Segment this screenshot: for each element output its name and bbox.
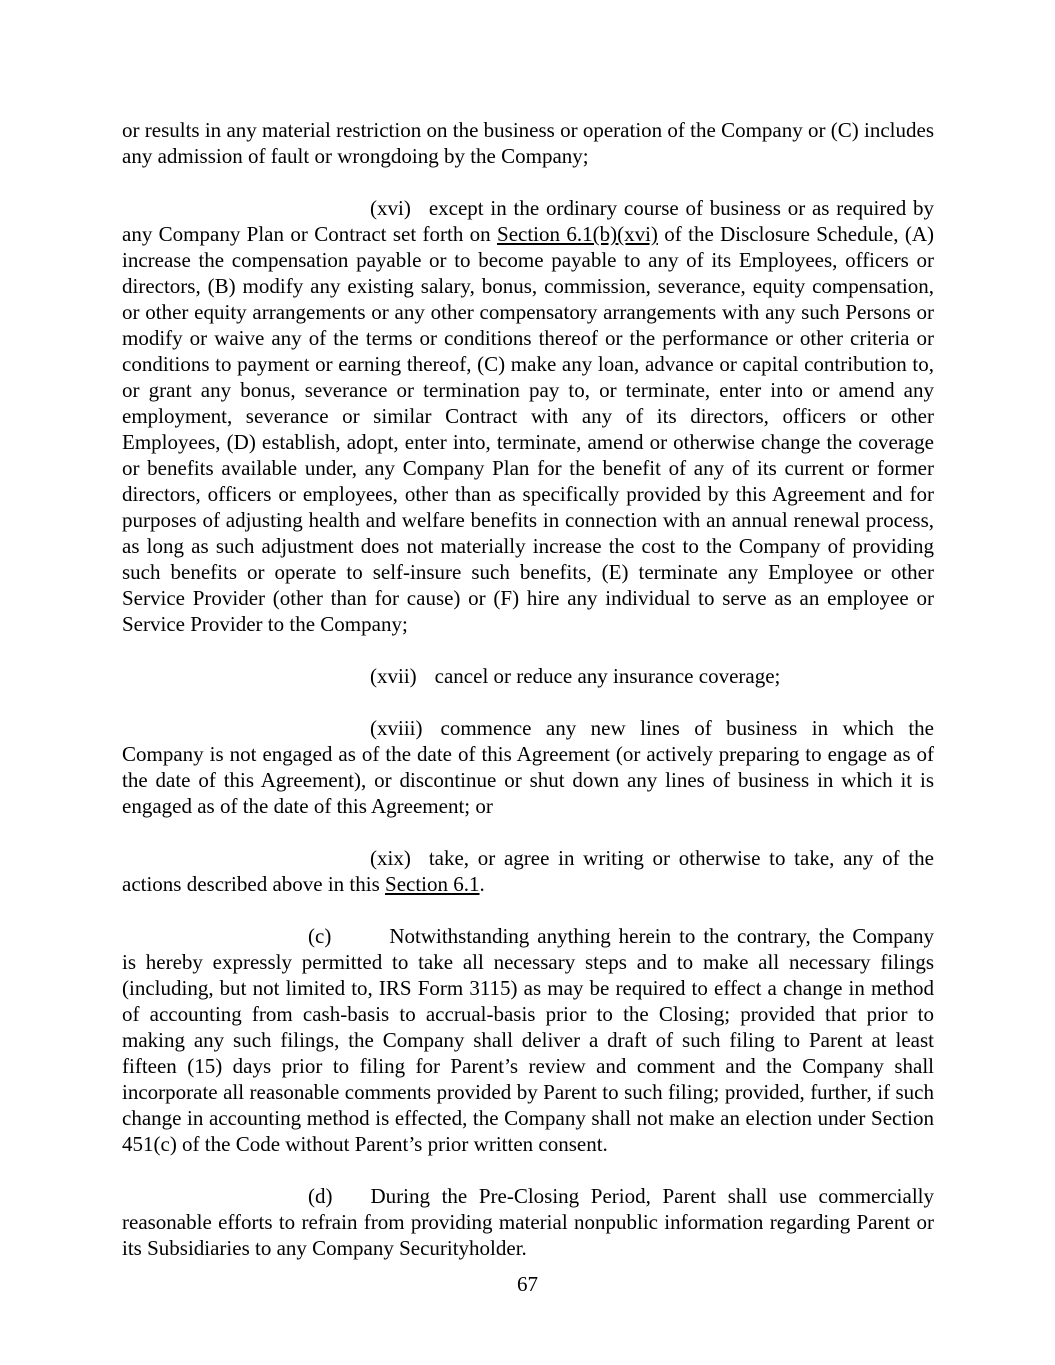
section-reference-6-1: Section 6.1 — [385, 872, 480, 896]
paragraph-clause-c — [122, 923, 934, 1157]
paragraph-continuation: or results in any material restriction on the business or operation of the Company or (C) includes any admission of fault or wrongdoing by the Company; — [122, 118, 934, 168]
paragraph-clause-xvii — [122, 663, 934, 689]
clause-number-d: (d) — [308, 1184, 333, 1208]
clause-xvi-text-post: of the Disclosure Schedule, (A) increase the compensation payable or to become payable to any of its Employees, officers or directors, (B) modify any existing salary, bonus, commission, severance, equity compensation, or other equity arrangements or any other compensatory arrangements with any such Persons or modify or waive any of the terms or conditions thereof or the performance or other criteria or conditions to payment or earning thereof, (C) make any loan, advance or capital contribution to, or grant any bonus, severance or termination pay to, or terminate, enter into or amend any employment, severance or similar Contract with any of its directors, officers or other Employees, (D) establish, adopt, enter into, terminate, amend or otherwise change the coverage or benefits available under, any Company Plan for the benefit of any of its current or former directors, officers or employees, other than as specifically provided by this Agreement and for purposes of adjusting health and welfare benefits in connection with an annual renewal process, as long as such adjustment does not materially increase the cost to the Company of providing such benefits or operate to self-insure such benefits, (E) terminate any Employee or other Service Provider (other than for cause) or (F) hire any individual to serve as an employee or Service Provider to the Company; — [122, 222, 935, 636]
clause-xviii-text: commence any new lines of business in which the Company is not engaged as of the date of this Agreement (or actively preparing to engage as of the date of this Agreement), or discontinue or shut down any lines of business in which it is engaged as of the date of this Agreement; or — [122, 716, 934, 818]
clause-number-c: (c) — [308, 924, 332, 948]
clause-number-xvii: (xvii) — [370, 664, 417, 688]
page-number: 67 — [517, 1272, 538, 1296]
clause-c-text: Notwithstanding anything herein to the contrary, the Company is hereby expressly permitted to take all necessary steps and to make all necessary filings (including, but not limited to, IRS Form 3115) as may be required to effect a change in method of accounting from cash-basis to accrual-basis prior to the Closing; provided that prior to making any such filings, the Company shall deliver a draft of such filing to Parent at least fifteen (15) days prior to filing for Parent’s review and comment and the Company shall incorporate all reasonable comments provided by Parent to such filing; provided, further, if such change in accounting method is effected, the Company shall not make an election under Section 451(c) of the Code without Parent’s prior written consent. — [122, 924, 934, 1156]
clause-d-text: During the Pre-Closing Period, Parent shall use commercially reasonable efforts to refrain from providing material nonpublic information regarding Parent or its Subsidiaries to any Company Securityholder. — [122, 1184, 934, 1260]
paragraph-clause-xvi — [122, 195, 934, 637]
paragraph-clause-d — [122, 1183, 934, 1261]
clause-xvi-text-pre: except in the ordinary course of business or as required by any Company Plan or Contract set forth on — [122, 196, 934, 246]
clause-number-xviii: (xviii) — [370, 716, 423, 740]
section-reference-6-1-b-xvi: Section 6.1(b)(xvi) — [497, 222, 658, 246]
clause-number-xix: (xix) — [370, 846, 411, 870]
clause-xvii-text: cancel or reduce any insurance coverage; — [434, 664, 781, 688]
clause-number-xvi: (xvi) — [370, 196, 411, 220]
paragraph-clause-xix — [122, 845, 934, 897]
document-body — [122, 117, 934, 1287]
clause-xix-text-post: . — [479, 872, 485, 896]
clause-xix-text-pre: take, or agree in writing or otherwise to take, any of the actions described above in this — [122, 846, 934, 896]
paragraph-clause-xviii — [122, 715, 934, 819]
